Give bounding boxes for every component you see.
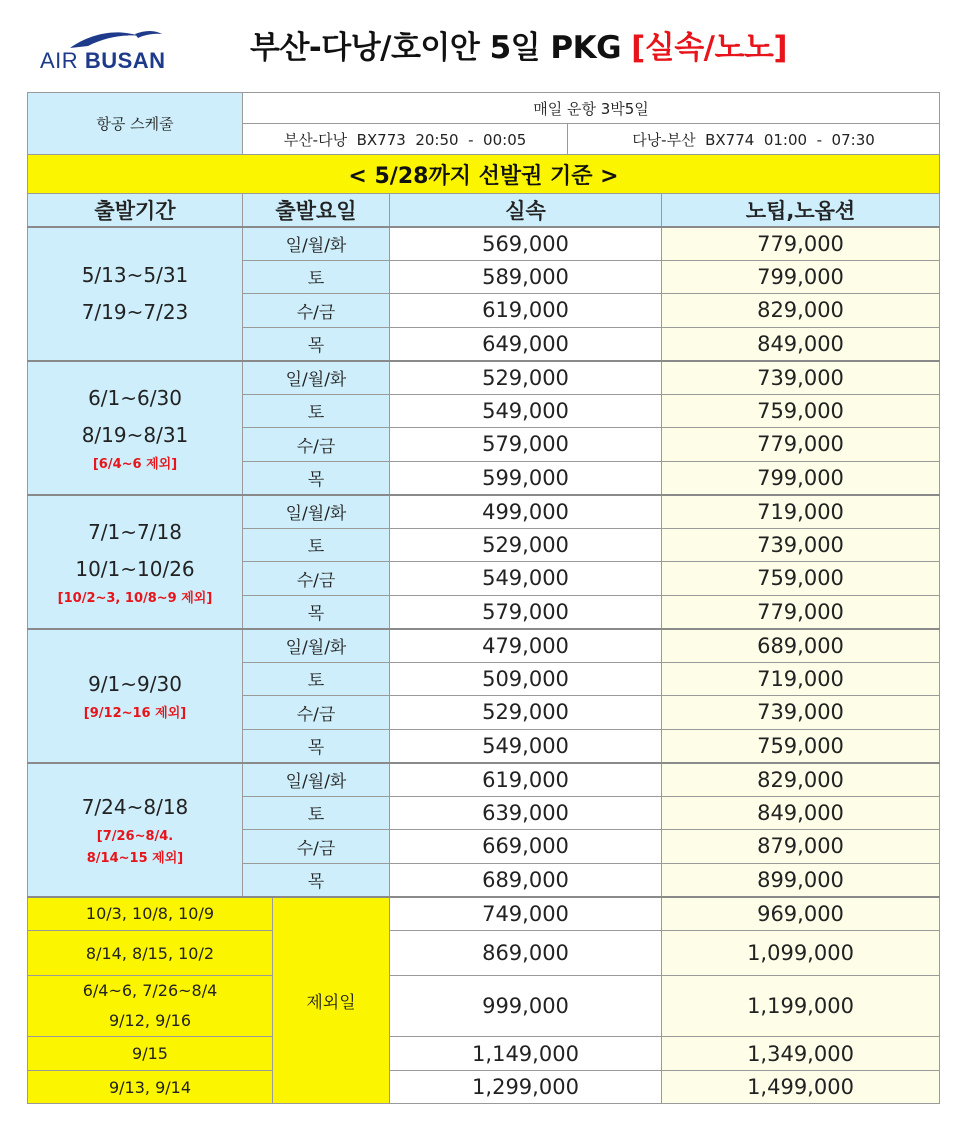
nono-price: 1,349,000	[662, 1037, 940, 1071]
weekday-cell: 목	[243, 327, 390, 361]
excluded-dates-cell	[28, 1037, 273, 1071]
excluded-row	[28, 1071, 940, 1104]
silsok-price: 1,299,000	[390, 1071, 662, 1104]
period-line: 5/13~5/31	[81, 262, 189, 287]
weekday-cell: 일/월/화	[243, 763, 390, 797]
excluded-dates-cell	[28, 1071, 273, 1104]
logo-wordmark: AIR BUSAN	[40, 48, 166, 73]
period-exclusion: [6/4~6 제외]	[92, 456, 178, 472]
weekday-cell: 토	[243, 260, 390, 294]
silsok-price: 569,000	[390, 227, 662, 261]
nono-price: 969,000	[662, 897, 940, 931]
excluded-row	[28, 1037, 940, 1071]
title-main: 부산-다낭/호이안 5일 PKG	[250, 30, 622, 66]
table-row	[28, 763, 940, 797]
silsok-price: 749,000	[390, 897, 662, 931]
promo-banner: < 5/28까지 선발권 기준 >	[28, 155, 940, 194]
silsok-price: 579,000	[390, 595, 662, 629]
air-busan-logo	[40, 24, 180, 74]
excluded-date-line: 9/12, 9/16	[108, 1011, 192, 1030]
nono-price: 779,000	[662, 595, 940, 629]
silsok-price: 509,000	[390, 662, 662, 696]
silsok-price: 549,000	[390, 729, 662, 763]
table-row	[28, 227, 940, 261]
weekday-cell: 일/월/화	[243, 629, 390, 663]
silsok-price: 1,149,000	[390, 1037, 662, 1071]
weekday-cell: 목	[243, 863, 390, 897]
weekday-cell: 수/금	[243, 830, 390, 864]
weekday-cell: 일/월/화	[243, 227, 390, 261]
table-row	[28, 361, 940, 395]
silsok-price: 689,000	[390, 863, 662, 897]
weekday-cell: 일/월/화	[243, 361, 390, 395]
weekday-cell: 목	[243, 595, 390, 629]
silsok-price: 669,000	[390, 830, 662, 864]
silsok-price: 579,000	[390, 428, 662, 462]
excluded-date-line: 9/13, 9/14	[108, 1077, 192, 1097]
nono-price: 739,000	[662, 528, 940, 562]
col-header-weekday: 출발요일	[243, 194, 390, 227]
silsok-price: 639,000	[390, 796, 662, 830]
nono-price: 1,199,000	[662, 976, 940, 1037]
silsok-price: 549,000	[390, 562, 662, 596]
weekday-cell: 수/금	[243, 428, 390, 462]
page-header	[0, 0, 966, 90]
weekday-cell: 토	[243, 528, 390, 562]
silsok-price: 589,000	[390, 260, 662, 294]
silsok-price: 619,000	[390, 763, 662, 797]
period-exclusion: 8/14~15 제외]	[86, 851, 184, 866]
nono-price: 719,000	[662, 662, 940, 696]
silsok-price: 529,000	[390, 361, 662, 395]
period-cell	[28, 763, 243, 897]
nono-price: 739,000	[662, 361, 940, 395]
silsok-price: 619,000	[390, 294, 662, 328]
weekday-cell: 목	[243, 729, 390, 763]
period-cell	[28, 227, 243, 361]
nono-price: 879,000	[662, 830, 940, 864]
weekday-cell: 목	[243, 461, 390, 495]
silsok-price: 479,000	[390, 629, 662, 663]
silsok-price: 649,000	[390, 327, 662, 361]
nono-price: 739,000	[662, 696, 940, 730]
silsok-price: 529,000	[390, 528, 662, 562]
period-line: 10/1~10/26	[75, 556, 195, 581]
nono-price: 829,000	[662, 763, 940, 797]
period-line: 6/1~6/30	[88, 385, 182, 410]
period-cell	[28, 495, 243, 629]
nono-price: 689,000	[662, 629, 940, 663]
weekday-cell: 토	[243, 796, 390, 830]
table-row	[28, 495, 940, 529]
excluded-dates-cell	[28, 976, 273, 1037]
nono-price: 849,000	[662, 796, 940, 830]
page-title	[250, 22, 787, 67]
col-header-nono: 노팁,노옵션	[662, 194, 940, 227]
weekday-cell: 수/금	[243, 696, 390, 730]
excluded-date-line: 6/4~6, 7/26~8/4	[82, 981, 218, 1000]
schedule-frequency: 매일 운항 3박5일	[243, 93, 940, 124]
excluded-dates-cell	[28, 931, 273, 976]
period-line: 7/1~7/18	[88, 519, 182, 544]
schedule-label: 항공 스케줄	[28, 93, 243, 155]
weekday-cell: 토	[243, 394, 390, 428]
period-line: 9/1~9/30	[88, 672, 182, 696]
weekday-cell: 토	[243, 662, 390, 696]
excluded-date-line: 10/3, 10/8, 10/9	[85, 904, 215, 924]
nono-price: 799,000	[662, 260, 940, 294]
period-line: 7/24~8/18	[81, 795, 189, 819]
silsok-price: 599,000	[390, 461, 662, 495]
nono-price: 759,000	[662, 729, 940, 763]
silsok-price: 499,000	[390, 495, 662, 529]
nono-price: 1,099,000	[662, 931, 940, 976]
weekday-cell: 수/금	[243, 562, 390, 596]
nono-price: 849,000	[662, 327, 940, 361]
nono-price: 899,000	[662, 863, 940, 897]
excluded-dates-cell	[28, 897, 273, 931]
nono-price: 799,000	[662, 461, 940, 495]
silsok-price: 999,000	[390, 976, 662, 1037]
excluded-label: 제외일	[273, 897, 390, 1104]
excluded-row	[28, 976, 940, 1037]
silsok-price: 869,000	[390, 931, 662, 976]
col-header-silsok: 실속	[390, 194, 662, 227]
price-table	[27, 92, 940, 1104]
schedule-inbound: 다낭-부산 BX774 01:00 - 07:30	[568, 124, 940, 155]
nono-price: 779,000	[662, 428, 940, 462]
schedule-outbound: 부산-다낭 BX773 20:50 - 00:05	[243, 124, 568, 155]
period-cell	[28, 361, 243, 495]
nono-price: 759,000	[662, 562, 940, 596]
nono-price: 759,000	[662, 394, 940, 428]
period-line: 7/19~7/23	[81, 299, 189, 324]
period-cell	[28, 629, 243, 763]
weekday-cell: 일/월/화	[243, 495, 390, 529]
title-highlight: [실속/노노]	[631, 30, 788, 66]
period-exclusion: [10/2~3, 10/8~9 제외]	[57, 590, 213, 606]
nono-price: 829,000	[662, 294, 940, 328]
col-header-period: 출발기간	[28, 194, 243, 227]
silsok-price: 529,000	[390, 696, 662, 730]
period-line: 8/19~8/31	[81, 422, 189, 447]
excluded-row	[28, 897, 940, 931]
excluded-date-line: 8/14, 8/15, 10/2	[85, 943, 215, 963]
nono-price: 779,000	[662, 227, 940, 261]
weekday-cell: 수/금	[243, 294, 390, 328]
period-exclusion: [7/26~8/4.	[96, 829, 174, 844]
nono-price: 719,000	[662, 495, 940, 529]
table-row	[28, 629, 940, 663]
excluded-date-line: 9/15	[132, 1044, 168, 1063]
nono-price: 1,499,000	[662, 1071, 940, 1104]
excluded-row	[28, 931, 940, 976]
period-exclusion: [9/12~16 제외]	[83, 706, 187, 721]
silsok-price: 549,000	[390, 394, 662, 428]
